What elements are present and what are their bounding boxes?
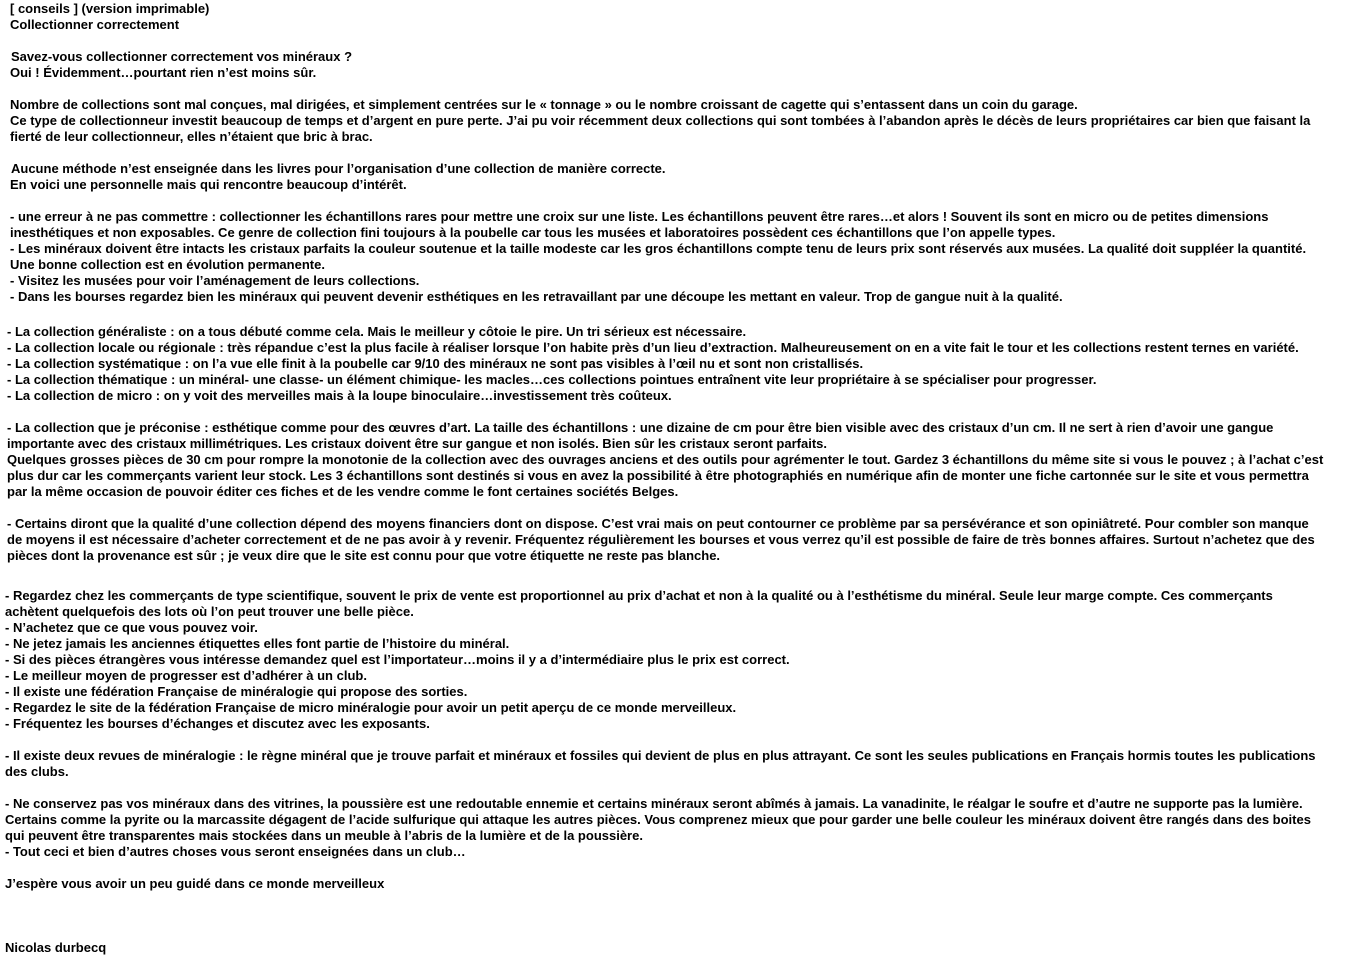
text-line: Savez-vous collectionner correctement vos minéraux ? bbox=[11, 49, 353, 64]
text-line: - Tout ceci et bien d’autres choses vous seront enseignées dans un club… bbox=[5, 844, 466, 859]
text-line: Oui ! Évidemment…pourtant rien n’est moins sûr. bbox=[10, 65, 317, 80]
text-line: - Visitez les musées pour voir l’aménagement de leurs collections. bbox=[10, 273, 420, 288]
text-line: qui peuvent être transparentes mais stockées dans un meuble à l’abris de la lumière et de la poussière. bbox=[5, 828, 643, 843]
text-line: achètent quelquefois des lots où l’on peut trouver une belle pièce. bbox=[5, 604, 414, 619]
text-line: fierté de leur collectionneur, elles n’étaient que bric à brac. bbox=[10, 129, 373, 144]
text-line: - Certains diront que la qualité d’une collection dépend des moyens financiers dont on dispose. C’est vrai mais on peut contourner ce problème par sa persévérance et son opiniâtreté. Pour combler son manque bbox=[7, 516, 1309, 531]
text-line: Aucune méthode n’est enseignée dans les livres pour l’organisation d’une collection de manière correcte. bbox=[11, 161, 666, 176]
text-line: des clubs. bbox=[5, 764, 69, 779]
text-line: Quelques grosses pièces de 30 cm pour rompre la monotonie de la collection avec des ouvrages anciens et des outils pour agrémenter le tout. Gardez 3 échantillons du même site si vous le pouvez ; à l’achat c’est bbox=[7, 452, 1324, 467]
text-line: - Le meilleur moyen de progresser est d’adhérer à un club. bbox=[5, 668, 367, 683]
breadcrumb: [ conseils ] (version imprimable) bbox=[10, 1, 210, 16]
text-line: Ce type de collectionneur investit beaucoup de temps et d’argent en pure perte. J’ai pu voir récemment deux collections qui sont tombées à l’abandon après le décès de leurs propriétaires car bien que faisant la bbox=[10, 113, 1311, 128]
text-line: - Regardez chez les commerçants de type scientifique, souvent le prix de vente est proportionnel au prix d’achat et non à la qualité ou à l’esthétisme du minéral. Seule leur marge compte. Ces commerçants bbox=[5, 588, 1273, 603]
text-line: - Il existe deux revues de minéralogie : le règne minéral que je trouve parfait et minéraux et fossiles qui devient de plus en plus attrayant. Ce sont les seules publications en Français hormis toutes les publications bbox=[5, 748, 1316, 763]
text-line: - Dans les bourses regardez bien les minéraux qui peuvent devenir esthétiques en les retravaillant par une découpe les mettant en valeur. Trop de gangue nuit à la qualité. bbox=[10, 289, 1063, 304]
text-line: En voici une personnelle mais qui rencontre beaucoup d’intérêt. bbox=[10, 177, 407, 192]
text-line: - Fréquentez les bourses d’échanges et discutez avec les exposants. bbox=[5, 716, 430, 731]
text-line: - La collection de micro : on y voit des merveilles mais à la loupe binoculaire…investissement très coûteux. bbox=[7, 388, 672, 403]
page-title: Collectionner correctement bbox=[10, 17, 180, 32]
text-line: Une bonne collection est en évolution permanente. bbox=[10, 257, 325, 272]
text-line: Certains comme la pyrite ou la marcassite dégagent de l’acide sulfurique qui attaque les autres pièces. Vous comprenez mieux que pour garder une belle couleur les minéraux doivent être rangés dans des boites bbox=[5, 812, 1311, 827]
text-line: plus dur car les commerçants varient leur stock. Les 3 échantillons sont destinés si vous en avez la possibilité à être photographiés en numérique afin de monter une fiche cartonnée sur le site et vous permettra bbox=[7, 468, 1309, 483]
text-line: - La collection systématique : on l’a vue elle finit à la poubelle car 9/10 des minéraux ne sont pas visibles à l’œil nu et sont non cristallisés. bbox=[7, 356, 864, 371]
text-line: importante avec des cristaux millimétriques. Les cristaux doivent être sur gangue et non isolés. Bien sûr les cristaux seront parfaits. bbox=[7, 436, 827, 451]
text-line: - La collection thématique : un minéral- une classe- un élément chimique- les macles…ces collections pointues entraînent vite leur propriétaire à se spécialiser pour progresser. bbox=[7, 372, 1097, 387]
text-line: - La collection locale ou régionale : très répandue c’est la plus facile à réaliser lorsque l’on habite près d’un lieu d’extraction. Malheureusement on en a vite fait le tour et les collections restent ternes en variété. bbox=[7, 340, 1299, 355]
text-line: - La collection que je préconise : esthétique comme pour des œuvres d’art. La taille des échantillons : une dizaine de cm pour être bien visible avec des cristaux d’un cm. Il ne sert à rien d’avoir une gangue bbox=[7, 420, 1274, 435]
text-line: J’espère vous avoir un peu guidé dans ce monde merveilleux bbox=[5, 876, 385, 891]
text-line: - Ne jetez jamais les anciennes étiquettes elles font partie de l’histoire du minéral. bbox=[5, 636, 510, 651]
text-line: de moyens il est nécessaire d’acheter correctement et de ne pas avoir à y revenir. Fréquentez régulièrement les bourses et vous verrez qu’il est possible de faire de très bonnes affaires. Surtout n’achetez que des bbox=[7, 532, 1315, 547]
text-line: - Regardez le site de la fédération Française de micro minéralogie pour avoir un petit aperçu de ce monde merveilleux. bbox=[5, 700, 737, 715]
text-line: - Il existe une fédération Française de minéralogie qui propose des sorties. bbox=[5, 684, 468, 699]
text-line: pièces dont la provenance est sûr ; je veux dire que le site est connu pour que votre étiquette ne reste pas blanche. bbox=[7, 548, 721, 563]
text-line: par la même occasion de pouvoir éditer ces fiches et de les vendre comme le font certaines sociétés Belges. bbox=[7, 484, 679, 499]
text-line: Nombre de collections sont mal conçues, mal dirigées, et simplement centrées sur le « tonnage » ou le nombre croissant de cagette qui s’entassent dans un coin du garage. bbox=[10, 97, 1078, 112]
text-line: - La collection généraliste : on a tous débuté comme cela. Mais le meilleur y côtoie le pire. Un tri sérieux est nécessaire. bbox=[7, 324, 747, 339]
text-line: - Ne conservez pas vos minéraux dans des vitrines, la poussière est une redoutable ennemie et certains minéraux seront abîmés à jamais. La vanadinite, le réalgar le soufre et d’autre ne supporte pas la lumière. bbox=[5, 796, 1303, 811]
author-signature: Nicolas durbecq bbox=[5, 940, 107, 955]
text-line: - Les minéraux doivent être intacts les cristaux parfaits la couleur soutenue et la taille modeste car les gros échantillons compte tenu de leurs prix sont réservés aux musées. La qualité doit suppléer la quantité. bbox=[10, 241, 1307, 256]
text-line: inesthétiques et non exposables. Ce genre de collection fini toujours à la poubelle car tous les musées et laboratoires possèdent ces échantillons que l’on appelle types. bbox=[10, 225, 1056, 240]
text-line: - une erreur à ne pas commettre : collectionner les échantillons rares pour mettre une croix sur une liste. Les échantillons peuvent être rares…et alors ! Souvent ils sont en micro ou de petites dimensions bbox=[10, 209, 1269, 224]
text-line: - Si des pièces étrangères vous intéresse demandez quel est l’importateur…moins il y a d’intermédiaire plus le prix est correct. bbox=[5, 652, 790, 667]
text-line: - N’achetez que ce que vous pouvez voir. bbox=[5, 620, 258, 635]
